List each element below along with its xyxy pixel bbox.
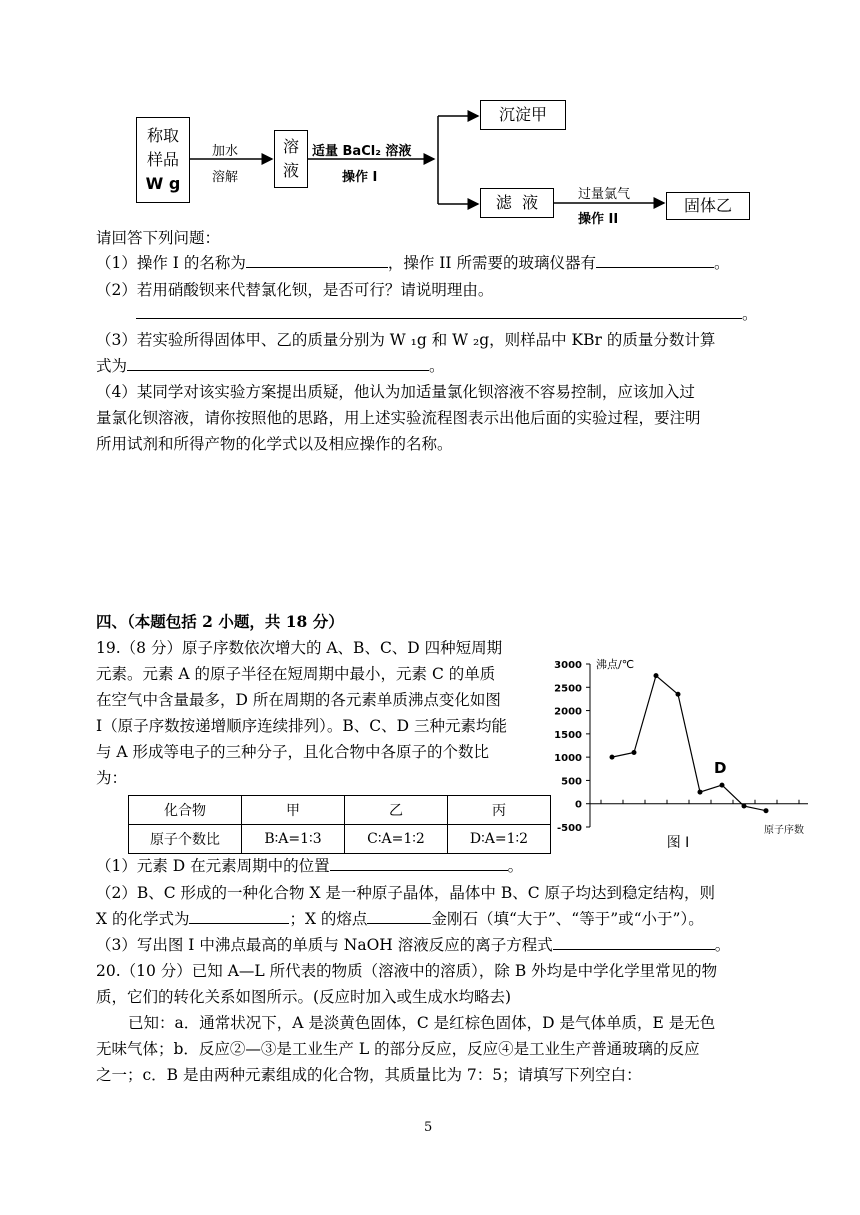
q19-part1 (96, 856, 523, 876)
data-point (610, 755, 615, 760)
flow-arrows (0, 0, 860, 240)
y-axis-label: 沸点/℃ (596, 658, 635, 671)
q19-line6: 为： (96, 769, 128, 787)
q19-part1-end: 。 (507, 857, 524, 875)
data-point (720, 783, 725, 788)
q18-intro: 请回答下列问题： (96, 229, 221, 247)
q18-part1 (96, 253, 729, 273)
q19-part2-b: ；X 的熔点 (289, 910, 368, 928)
q20-line1: 20.（10 分）已知 A—L 所代表的物质（溶液中的溶质），除 B 外均是中学化学里常见的物 (96, 962, 718, 980)
q19-part2-line1: （2）B、C 形成的一种化合物 X 是一种原子晶体，晶体中 B、C 原子均达到稳定结构，则 (96, 884, 716, 902)
data-point (764, 808, 769, 813)
q18-part3-line2 (96, 356, 445, 376)
q18-part1-c: 。 (713, 254, 730, 272)
page-number: 5 (424, 1120, 433, 1135)
y-tick-label: 500 (561, 776, 582, 788)
q19-part3 (96, 935, 730, 955)
q19-part2-a: X 的化学式为 (96, 910, 190, 928)
section4-title: 四、（本题包括 2 小题，共 18 分） (96, 612, 344, 631)
data-point (676, 692, 681, 697)
q19-part1-text: （1）元素 D 在元素周期中的位置 (96, 857, 330, 875)
arrow3-top-label: 过量氯气 (578, 187, 631, 202)
q19-line4: I（原子序数按递增顺序连续排列）。B、C、D 三种元素均能 (96, 717, 507, 735)
atom-ratio-table (128, 795, 551, 854)
series-line (612, 676, 766, 811)
table-header-cell: 丙 (448, 796, 551, 825)
table-cell: B∶A=1∶3 (242, 825, 345, 854)
q19-part2-blank2 (367, 909, 431, 924)
table-cell: D∶A=1∶2 (448, 825, 551, 854)
q18-part2-answer (136, 304, 758, 324)
q19-part2-c: 金刚石（填“大于”、“等于”或“小于”）。 (431, 910, 704, 928)
arrow3-bottom-label: 操作 II (578, 212, 619, 227)
data-point (698, 790, 703, 795)
box-sample-line2: 样品 (146, 150, 179, 169)
annotation-label: D (714, 759, 727, 778)
q18-part3-b: 式为 (96, 357, 128, 375)
q19-part3-blank (553, 935, 715, 950)
table-header-row (129, 796, 551, 825)
y-tick-label: 1000 (554, 753, 582, 765)
q18-part1-a: （1）操作 I 的名称为 (96, 254, 246, 272)
q19-part3-text: （3）写出图 I 中沸点最高的单质与 NaOH 溶液反应的离子方程式 (96, 936, 553, 954)
q20-line5: 之一；c．B 是由两种元素组成的化合物，其质量比为 7：5；请填写下列空白： (96, 1066, 642, 1084)
box-precipitate: 沉淀甲 (480, 100, 566, 130)
arrow1-top-label: 加水 (212, 144, 239, 159)
table-cell: 原子个数比 (129, 825, 242, 854)
data-point (742, 804, 747, 809)
q20-line4: 无味气体；b．反应②—③是工业生产 L 的部分反应，反应④是工业生产普通玻璃的反应 (96, 1040, 700, 1058)
q19-line1: 19.（8 分）原子序数依次增大的 A、B、C、D 四种短周期 (96, 639, 503, 657)
q19-part3-end: 。 (714, 936, 731, 954)
table-row (129, 825, 551, 854)
table-header-cell: 甲 (242, 796, 345, 825)
box-solid: 固体乙 (666, 192, 750, 220)
y-tick-label: 2000 (554, 706, 582, 718)
box-filtrate: 滤 液 (480, 188, 554, 218)
arrow1-bottom-label: 溶解 (212, 170, 239, 185)
y-tick-label: 0 (575, 799, 582, 811)
q19-part2-blank1 (189, 909, 289, 924)
y-tick-label: 3000 (554, 660, 582, 671)
data-point (632, 750, 637, 755)
q18-part1-b: ，操作 II 所需要的玻璃仪器有 (387, 254, 596, 272)
boiling-point-chart (548, 652, 814, 852)
q18-part4-line3: 所用试剂和所得产物的化学式以及相应操作的名称。 (96, 435, 453, 453)
box-solution-line2: 液 (282, 161, 299, 180)
arrow2-bottom-label: 操作 I (342, 170, 378, 185)
q18-part2: （2）若用硝酸钡来代替氯化钡，是否可行？请说明理由。 (96, 281, 494, 299)
q19-line2: 元素。元素 A 的原子半径在短周期中最小，元素 C 的单质 (96, 665, 496, 683)
q18-part3-blank (127, 356, 429, 371)
q18-part3-line1: （3）若实验所得固体甲、乙的质量分别为 W ₁g 和 W ₂g，则样品中 KBr 的质量分数计算 (96, 331, 716, 349)
y-tick-label: 1500 (554, 729, 582, 741)
table-header-cell: 化合物 (129, 796, 242, 825)
q18-part4-line2: 量氯化钡溶液，请你按照他的思路，用上述实验流程图表示出他后面的实验过程，要注明 (96, 409, 701, 427)
q18-part1-blank1 (246, 253, 388, 268)
q18-part2-blank (136, 304, 742, 319)
chart-title: 图 I (666, 835, 690, 851)
y-tick-label: -500 (556, 823, 582, 834)
q19-part1-blank (330, 856, 508, 871)
q19-part2-line2 (96, 909, 704, 929)
table-header-cell: 乙 (345, 796, 448, 825)
box-sample-line3: W g (145, 174, 181, 193)
q18-part2-end: 。 (742, 305, 758, 323)
arrow2-top-label: 适量 BaCl₂ 溶液 (312, 144, 412, 159)
q20-line3: 已知：a．通常状况下，A 是淡黄色固体，C 是红棕色固体，D 是气体单质，E 是无色 (128, 1014, 716, 1032)
x-axis-label: 原子序数 (764, 825, 804, 836)
q18-part3-c: 。 (429, 357, 445, 375)
q20-line2: 质，它们的转化关系如图所示。(反应时加入或生成水均略去) (96, 988, 512, 1006)
q18-part1-blank2 (596, 253, 714, 268)
q18-part4-line1: （4）某同学对该实验方案提出质疑，他认为加适量氯化钡溶液不容易控制，应该加入过 (96, 383, 695, 401)
data-point (654, 673, 659, 678)
y-tick-label: 2500 (554, 683, 582, 695)
box-sample-line1: 称取 (146, 126, 179, 145)
box-solution-line1: 溶 (282, 137, 299, 156)
q19-line5: 与 A 形成等电子的三种分子，且化合物中各原子的个数比 (96, 743, 490, 761)
q19-line3: 在空气中含量最多，D 所在周期的各元素单质沸点变化如图 (96, 691, 501, 709)
table-cell: C∶A=1∶2 (345, 825, 448, 854)
